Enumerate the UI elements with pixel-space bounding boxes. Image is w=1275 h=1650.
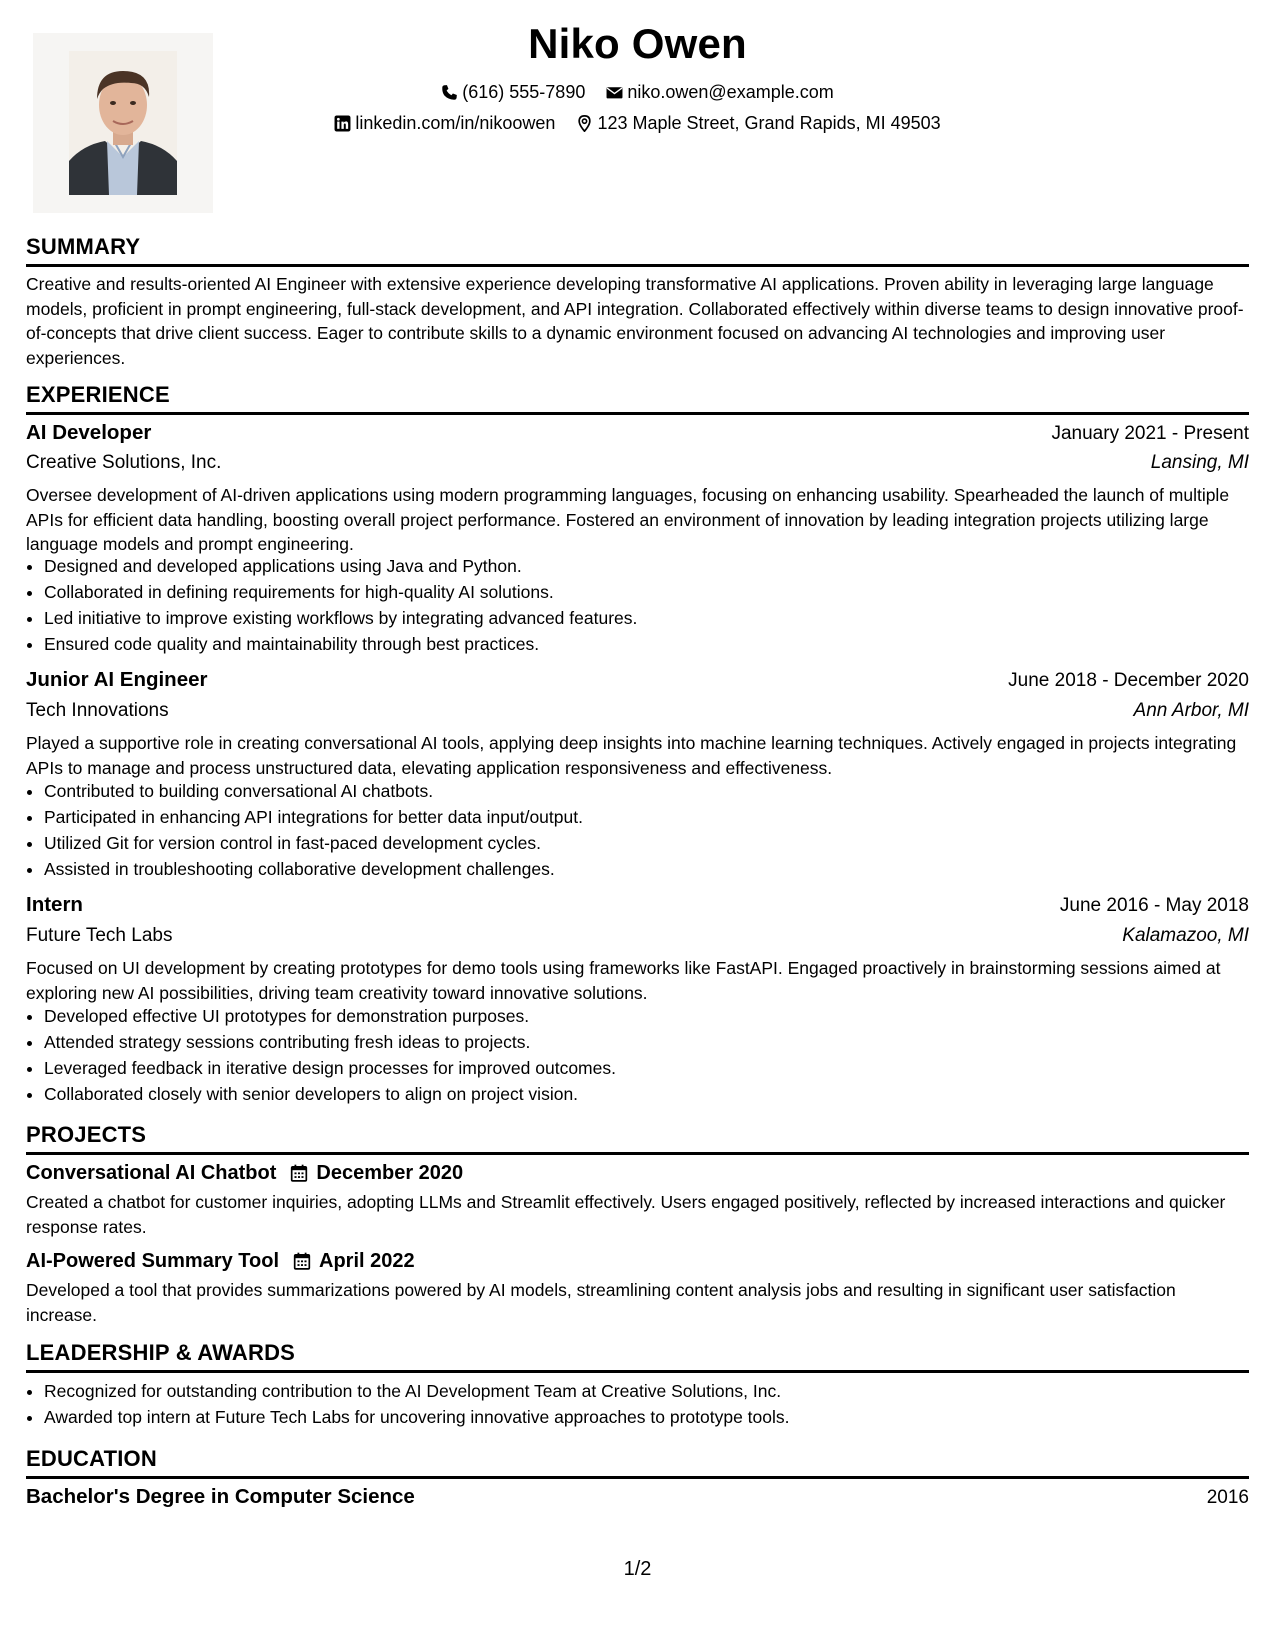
project-name: AI-Powered Summary Tool — [26, 1250, 280, 1272]
job-header — [26, 420, 1249, 447]
education-entry — [26, 1484, 1249, 1511]
list-item: • Utilized Git for version control in fast-paced development cycles. — [44, 830, 1249, 856]
project-name: Conversational AI Chatbot — [26, 1162, 277, 1184]
job-dates: January 2021 - Present — [1051, 423, 1249, 444]
job-location: Kalamazoo, MI — [1122, 925, 1249, 946]
list-item: • Contributed to building conversational AI chatbots. — [44, 778, 1249, 804]
project-description: Developed a tool that provides summarizations powered by AI models, streamlining content analysis jobs and resulting in significant user satisfaction increase. — [26, 1280, 1176, 1325]
experience-heading: EXPERIENCE — [26, 382, 1249, 415]
page-number: 1/2 — [623, 1558, 652, 1580]
job-title: Junior AI Engineer — [26, 668, 208, 691]
education-heading: EDUCATION — [26, 1446, 1249, 1479]
job-dates: June 2016 - May 2018 — [1059, 895, 1249, 916]
job-title: AI Developer — [26, 421, 152, 444]
list-item: • Leveraged feedback in iterative design processes for improved outcomes. — [44, 1055, 1249, 1081]
list-item: • Ensured code quality and maintainability through best practices. — [44, 631, 1249, 657]
project-description: Created a chatbot for customer inquiries, adopting LLMs and Streamlit effectively. Users engaged positively, reflected by increased interactions and quicker response rates. — [26, 1192, 1226, 1237]
phone-icon — [441, 84, 458, 101]
address-text: 123 Maple Street, Grand Rapids, MI 49503 — [597, 113, 941, 133]
list-item: • Assisted in troubleshooting collaborative development challenges. — [44, 856, 1249, 882]
list-item: • Awarded top intern at Future Tech Labs for uncovering innovative approaches to prototype tools. — [44, 1404, 1249, 1430]
job-location: Lansing, MI — [1150, 452, 1249, 473]
job-company: Creative Solutions, Inc. — [26, 452, 222, 473]
projects-heading: PROJECTS — [26, 1122, 1249, 1155]
list-item: • Participated in enhancing API integrations for better data input/output. — [44, 804, 1249, 830]
project-header — [26, 1160, 1249, 1186]
map-pin-icon — [576, 115, 593, 132]
job-bullets — [44, 1003, 1249, 1107]
job-company: Future Tech Labs — [26, 925, 173, 946]
linkedin-text: linkedin.com/in/nikoowen — [355, 113, 556, 133]
job-location: Ann Arbor, MI — [1133, 700, 1249, 721]
job-subheader — [26, 698, 1249, 724]
job-header — [26, 892, 1249, 919]
job-title: Intern — [26, 893, 83, 916]
summary-heading: SUMMARY — [26, 234, 1249, 267]
envelope-icon — [606, 84, 623, 101]
job-description: Focused on UI development by creating prototypes for demo tools using frameworks like FastAPI. Engaged proactively in brainstorming sessions aimed at exploring new AI possibilities, driving team creativity toward innovative solutions. — [26, 958, 1221, 1003]
list-item: • Recognized for outstanding contribution to the AI Development Team at Creative Solutions, Inc. — [44, 1378, 1249, 1404]
job-bullets — [44, 778, 1249, 882]
job-dates: June 2018 - December 2020 — [1008, 670, 1249, 691]
list-item: • Collaborated closely with senior developers to align on project vision. — [44, 1081, 1249, 1107]
job-bullets — [44, 553, 1249, 657]
summary-text: Creative and results-oriented AI Engineer with extensive experience developing transformative AI applications. Proven ability in leveraging large language models, proficient in prompt engineering, full-stack development, and API integration. Collaborated effectively within diverse teams to design innovative proof-of-concepts that drive client success. Eager to contribute skills to a dynamic environment focused on advancing AI technologies and improving user experiences. — [26, 274, 1244, 368]
leadership-bullets — [44, 1378, 1249, 1430]
phone-text: (616) 555-7890 — [462, 82, 586, 102]
job-description: Oversee development of AI-driven applications using modern programming languages, focusing on enhancing usability. Spearheaded the launch of multiple APIs for efficient data handling, boosting overall project performance. Fostered an environment of innovation by leading integration projects utilizing large language models and prompt engineering. — [26, 485, 1230, 554]
phone-contact[interactable] — [441, 80, 585, 104]
email-text: niko.owen@example.com — [627, 82, 834, 102]
candidate-name: Niko Owen — [528, 20, 747, 67]
job-subheader — [26, 450, 1249, 476]
list-item: • Developed effective UI prototypes for demonstration purposes. — [44, 1003, 1249, 1029]
degree-year: 2016 — [1206, 1487, 1249, 1508]
linkedin-icon — [334, 115, 351, 132]
list-item: • Led initiative to improve existing workflows by integrating advanced features. — [44, 605, 1249, 631]
leadership-heading: LEADERSHIP & AWARDS — [26, 1340, 1249, 1373]
list-item: • Designed and developed applications using Java and Python. — [44, 553, 1249, 579]
job-header — [26, 667, 1249, 694]
list-item: • Attended strategy sessions contributing fresh ideas to projects. — [44, 1029, 1249, 1055]
address-contact — [576, 111, 940, 135]
project-header — [26, 1248, 1249, 1274]
calendar-icon — [290, 1164, 308, 1182]
project-date: December 2020 — [316, 1162, 464, 1184]
degree-title: Bachelor's Degree in Computer Science — [26, 1485, 415, 1508]
job-subheader — [26, 923, 1249, 949]
contact-row-secondary — [0, 111, 1275, 138]
job-description: Played a supportive role in creating conversational AI tools, applying deep insights into machine learning techniques. Actively engaged in projects integrating APIs to manage and process unstructured data, elevating application responsiveness and effectiveness. — [26, 733, 1237, 778]
calendar-icon — [293, 1252, 311, 1270]
job-company: Tech Innovations — [26, 700, 169, 721]
email-contact[interactable] — [606, 80, 833, 104]
project-date: April 2022 — [319, 1250, 415, 1272]
contact-row-primary — [0, 80, 1275, 107]
linkedin-contact[interactable] — [334, 111, 555, 135]
list-item: • Collaborated in defining requirements for high-quality AI solutions. — [44, 579, 1249, 605]
